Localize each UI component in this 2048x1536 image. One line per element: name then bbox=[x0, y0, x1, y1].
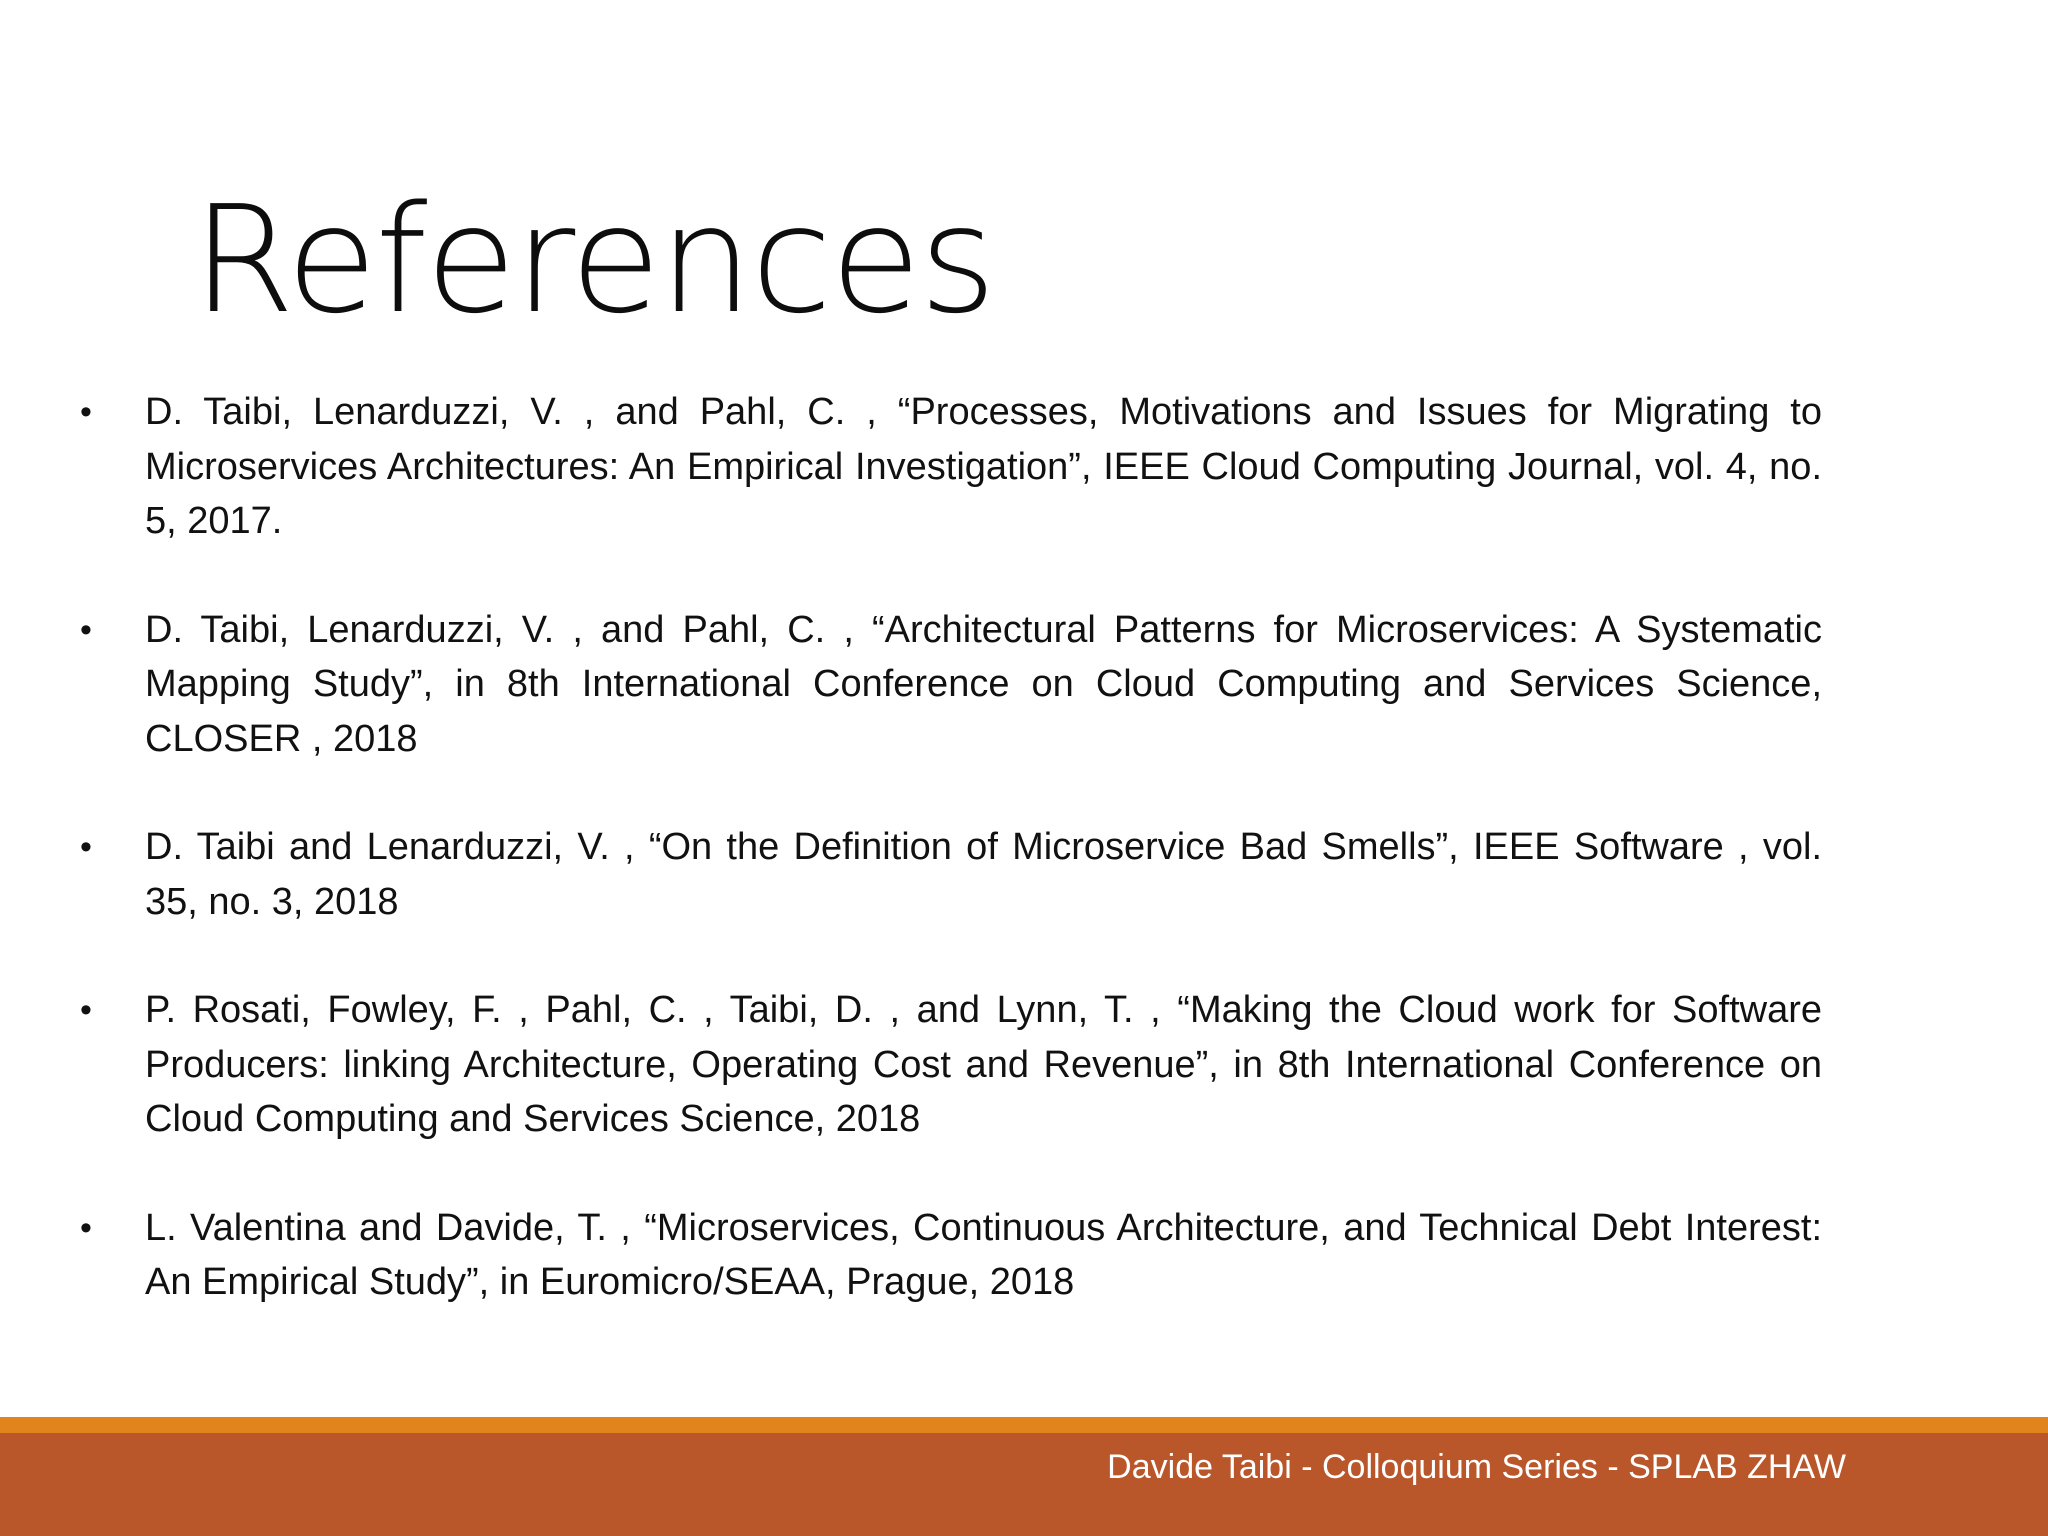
reference-item bbox=[0, 820, 1822, 929]
reference-text: D. Taibi, Lenarduzzi, V. , and Pahl, C. , “Processes, Motivations and Issues for Migrating to Microservices Architectures: An Empirical Investigation”, IEEE Cloud Computing Journal, vol. 4, no. 5, 2017. bbox=[145, 391, 1822, 542]
bullet-icon: • bbox=[80, 1208, 92, 1247]
slide-title: References bbox=[192, 174, 995, 346]
footer-accent-stripe bbox=[0, 1417, 2048, 1433]
reference-text: P. Rosati, Fowley, F. , Pahl, C. , Taibi, D. , and Lynn, T. , “Making the Cloud work for Software Producers: linking Architecture, Operating Cost and Revenue”, in 8th International Conference on Cloud Computing and Services Science, 2018 bbox=[145, 989, 1822, 1140]
reference-text: D. Taibi and Lenarduzzi, V. , “On the Definition of Microservice Bad Smells”, IEEE Software , vol. 35, no. 3, 2018 bbox=[145, 826, 1822, 923]
reference-item bbox=[0, 983, 1822, 1147]
footer-text: Davide Taibi - Colloquium Series - SPLAB ZHAW bbox=[1107, 1448, 1846, 1486]
bullet-icon: • bbox=[80, 991, 92, 1029]
footer-band bbox=[0, 1417, 2048, 1536]
bullet-icon: • bbox=[80, 393, 92, 431]
reference-item bbox=[0, 1201, 1822, 1310]
bullet-icon: • bbox=[80, 828, 92, 866]
reference-list bbox=[0, 385, 2048, 1364]
reference-item bbox=[0, 603, 1822, 767]
reference-item bbox=[0, 385, 1822, 549]
reference-text: D. Taibi, Lenarduzzi, V. , and Pahl, C. , “Architectural Patterns for Microservices: A Systematic Mapping Study”, in 8th International Conference on Cloud Computing and Services Science, CLOSER , 2018 bbox=[145, 608, 1822, 760]
reference-text: L. Valentina and Davide, T. , “Microservices, Continuous Architecture, and Technical Debt Interest: An Empirical Study”, in Euromicro/SEAA, Prague, 2018 bbox=[145, 1206, 1822, 1303]
bullet-icon: • bbox=[80, 610, 92, 649]
